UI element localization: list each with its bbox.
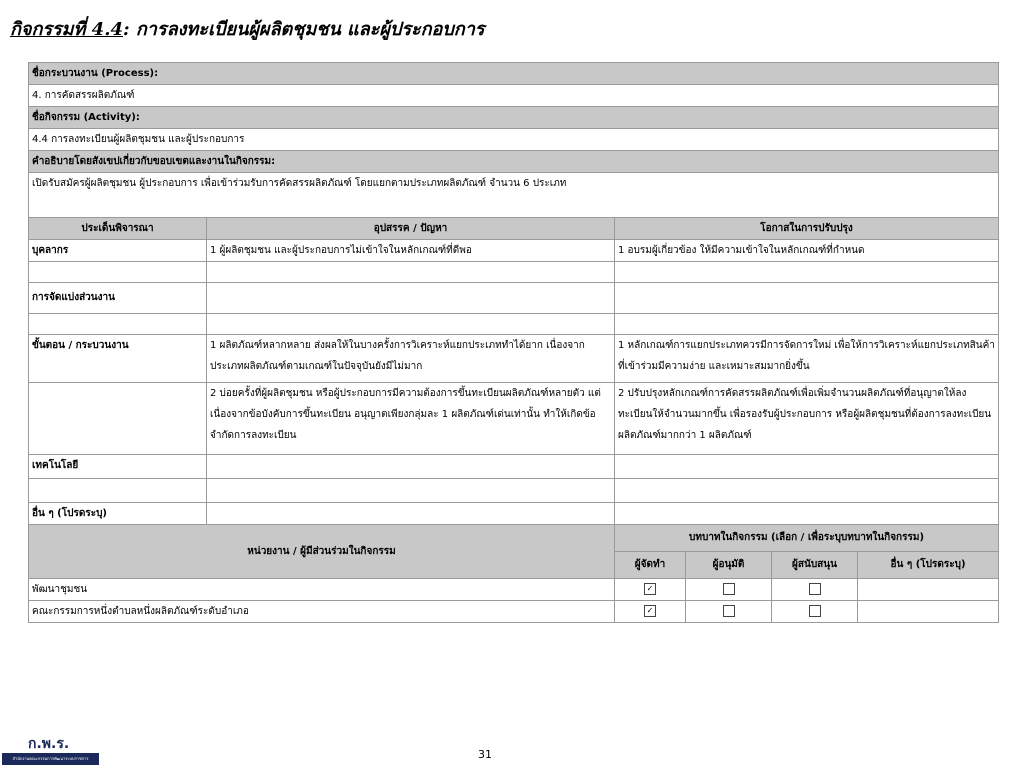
role-col-approver: ผู้อนุมัติ: [686, 552, 772, 579]
role-other-cell: [858, 579, 999, 601]
unit-name: พัฒนาชุมชน: [29, 579, 615, 601]
process-label: ชื่อกระบวนงาน (Process):: [29, 63, 999, 85]
header-role: บทบาทในกิจกรรม (เลือก / เพื่อระบุบทบาทในกิจกรรม): [615, 525, 999, 552]
activity-title: : การลงทะเบียนผู้ผลิตชุมชน และผู้ประกอบการ: [123, 19, 485, 40]
checkbox-preparer[interactable]: ✓: [644, 583, 656, 595]
checkbox-supporter[interactable]: [809, 605, 821, 617]
row-label-division: การจัดแบ่งส่วนงาน: [29, 283, 207, 314]
page-heading: [10, 14, 484, 43]
opdc-logo: [2, 727, 99, 765]
scope-value: เปิดรับสมัครผู้ผลิตชุมชน ผู้ประกอบการ เพื่อเข้าร่วมรับการคัดสรรผลิตภัณฑ์ โดยแยกตามประเภทผลิตภัณฑ์ จำนวน 6 ประเภท: [29, 173, 999, 218]
role-col-other: อื่น ๆ (โปรดระบุ): [858, 552, 999, 579]
row-label-technology: เทคโนโลยี: [29, 455, 207, 479]
table-row: [29, 579, 999, 601]
header-opportunity: โอกาสในการปรับปรุง: [615, 218, 999, 240]
row-label-process-steps: ขั้นตอน / กระบวนงาน: [29, 335, 207, 383]
role-other-cell: [858, 601, 999, 623]
checkbox-approver[interactable]: [723, 583, 735, 595]
checkbox-approver[interactable]: [723, 605, 735, 617]
header-consideration: ประเด็นพิจารณา: [29, 218, 207, 240]
process-opportunity-2: 2 ปรับปรุงหลักเกณฑ์การคัดสรรผลิตภัณฑ์เพื่อเพิ่มจำนวนผลิตภัณฑ์ที่อนุญาตให้ลงทะเบียนให้จำนวนมากขึ้น เพื่อรองรับผู้ประกอบการ หรือผู้ผลิตชุมชนที่ต้องการลงทะเบียนผลิตภัณฑ์มากกว่า 1 ผลิตภัณฑ์: [615, 383, 999, 455]
role-col-preparer: ผู้จัดทำ: [615, 552, 686, 579]
logo-subtitle: สำนักงานคณะกรรมการพัฒนาระบบราชการ: [2, 753, 99, 765]
logo-text: ก.พ.ร.: [28, 736, 70, 752]
page-number: 31: [478, 748, 492, 761]
activity-label: ชื่อกิจกรรม (Activity):: [29, 107, 999, 129]
row-label-personnel: บุคลากร: [29, 240, 207, 262]
personnel-problem: 1 ผู้ผลิตชุมชน และผู้ประกอบการไม่เข้าใจในหลักเกณฑ์ที่ดีพอ: [207, 240, 615, 262]
activity-value: 4.4 การลงทะเบียนผู้ผลิตชุมชน และผู้ประกอบการ: [29, 129, 999, 151]
unit-name: คณะกรรมการหนึ่งตำบลหนึ่งผลิตภัณฑ์ระดับอำเภอ: [29, 601, 615, 623]
table-row: [29, 601, 999, 623]
process-value: 4. การคัดสรรผลิตภัณฑ์: [29, 85, 999, 107]
activity-number: กิจกรรมที่ 4.4: [10, 19, 123, 40]
row-label-other: อื่น ๆ (โปรดระบุ): [29, 503, 207, 525]
checkbox-preparer[interactable]: ✓: [644, 605, 656, 617]
scope-label: คำอธิบายโดยสังเขปเกี่ยวกับขอบเขตและงานในกิจกรรม:: [29, 151, 999, 173]
checkbox-supporter[interactable]: [809, 583, 821, 595]
activity-form-table: [28, 62, 999, 623]
header-problem: อุปสรรค / ปัญหา: [207, 218, 615, 240]
personnel-opportunity: 1 อบรมผู้เกี่ยวข้อง ให้มีความเข้าใจในหลักเกณฑ์ที่กำหนด: [615, 240, 999, 262]
process-opportunity-1: 1 หลักเกณฑ์การแยกประเภทควรมีการจัดการใหม่ เพื่อให้การวิเคราะห์แยกประเภทสินค้าที่เข้าร่วมมีความง่าย และเหมาะสมมากยิ่งขึ้น: [615, 335, 999, 383]
process-problem-1: 1 ผลิตภัณฑ์หลากหลาย ส่งผลให้ในบางครั้งการวิเคราะห์แยกประเภททำได้ยาก เนื่องจากประเภทผลิตภัณฑ์ตามเกณฑ์ในปัจจุบันยังมีไม่มาก: [207, 335, 615, 383]
role-col-supporter: ผู้สนับสนุน: [772, 552, 858, 579]
header-unit: หน่วยงาน / ผู้มีส่วนร่วมในกิจกรรม: [29, 525, 615, 579]
process-problem-2: 2 บ่อยครั้งที่ผู้ผลิตชุมชน หรือผู้ประกอบการมีความต้องการขึ้นทะเบียนผลิตภัณฑ์หลายตัว แต่เนื่องจากข้อบังคับการขึ้นทะเบียน อนุญาตเพียงกลุ่มละ 1 ผลิตภัณฑ์เด่นเท่านั้น ทำให้เกิดข้อจำกัดการลงทะเบียน: [207, 383, 615, 455]
